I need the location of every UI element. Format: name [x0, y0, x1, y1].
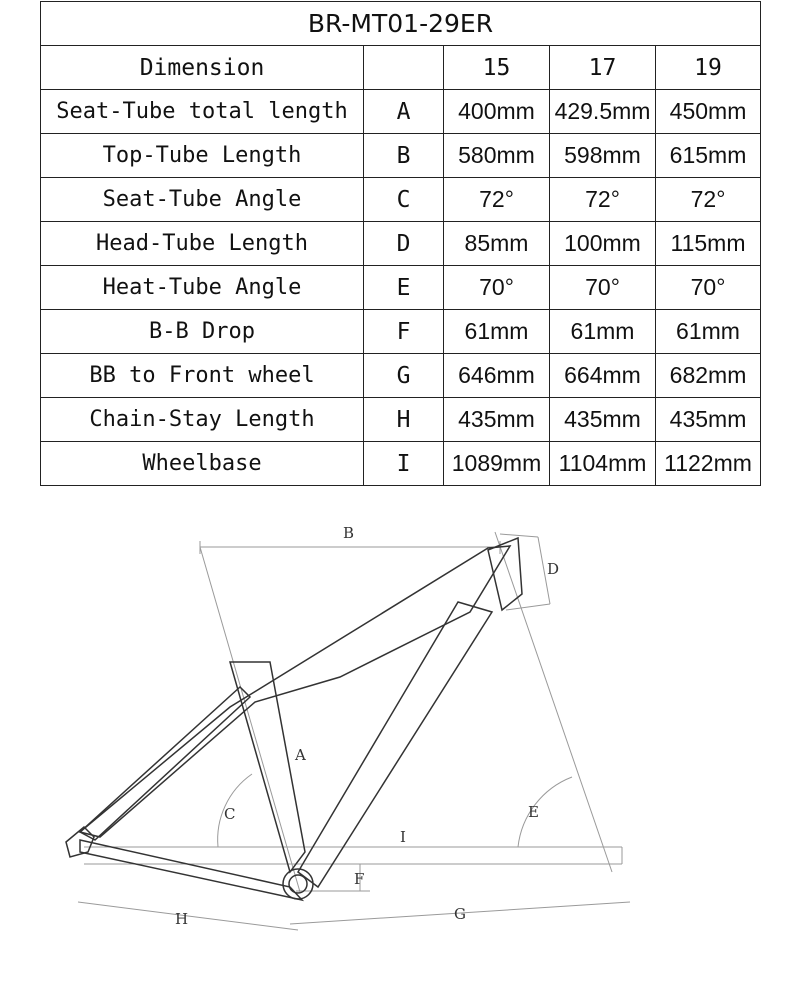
row-name: Wheelbase — [41, 442, 364, 486]
row-code: I — [364, 442, 444, 486]
header-size-19: 19 — [656, 46, 761, 90]
geometry-table — [40, 1, 761, 486]
row-value: 100mm — [550, 222, 656, 266]
row-value: 580mm — [444, 134, 550, 178]
row-value: 615mm — [656, 134, 761, 178]
diagram-background — [40, 492, 760, 980]
row-name: Seat-Tube total length — [41, 90, 364, 134]
label-a: A — [295, 746, 306, 764]
header-dimension: Dimension — [41, 46, 364, 90]
row-value: 61mm — [444, 310, 550, 354]
row-name: Chain-Stay Length — [41, 398, 364, 442]
label-b: B — [343, 524, 355, 542]
row-value: 1104mm — [550, 442, 656, 486]
row-name: B-B Drop — [41, 310, 364, 354]
row-value: 1089mm — [444, 442, 550, 486]
row-value: 646mm — [444, 354, 550, 398]
label-c: C — [224, 805, 236, 823]
row-value: 72° — [444, 178, 550, 222]
row-code: E — [364, 266, 444, 310]
row-name: Top-Tube Length — [41, 134, 364, 178]
table-row — [41, 266, 761, 310]
row-value: 61mm — [550, 310, 656, 354]
row-code: A — [364, 90, 444, 134]
row-value: 435mm — [444, 398, 550, 442]
row-name: Head-Tube Length — [41, 222, 364, 266]
row-value: 435mm — [550, 398, 656, 442]
row-value: 435mm — [656, 398, 761, 442]
row-value: 61mm — [656, 310, 761, 354]
label-h: H — [175, 910, 189, 928]
row-value: 664mm — [550, 354, 656, 398]
row-value: 450mm — [656, 90, 761, 134]
row-value: 598mm — [550, 134, 656, 178]
table-row — [41, 398, 761, 442]
table-row — [41, 354, 761, 398]
table-row — [41, 134, 761, 178]
row-value: 70° — [444, 266, 550, 310]
row-code: B — [364, 134, 444, 178]
row-name: Heat-Tube Angle — [41, 266, 364, 310]
table-row — [41, 310, 761, 354]
label-e: E — [528, 803, 539, 821]
header-size-15: 15 — [444, 46, 550, 90]
table-row — [41, 222, 761, 266]
row-value: 400mm — [444, 90, 550, 134]
table-title: BR-MT01-29ER — [41, 2, 761, 46]
row-code: H — [364, 398, 444, 442]
label-d: D — [547, 560, 560, 578]
row-value: 72° — [550, 178, 656, 222]
row-value: 1122mm — [656, 442, 761, 486]
row-code: F — [364, 310, 444, 354]
table-row — [41, 178, 761, 222]
header-size-17: 17 — [550, 46, 656, 90]
label-f: F — [354, 870, 365, 888]
frame-geometry-diagram — [40, 492, 760, 980]
table-row — [41, 442, 761, 486]
row-value: 70° — [656, 266, 761, 310]
label-i: I — [400, 828, 406, 846]
row-value: 429.5mm — [550, 90, 656, 134]
row-value: 70° — [550, 266, 656, 310]
row-name: BB to Front wheel — [41, 354, 364, 398]
row-value: 85mm — [444, 222, 550, 266]
row-code: G — [364, 354, 444, 398]
row-name: Seat-Tube Angle — [41, 178, 364, 222]
row-code: D — [364, 222, 444, 266]
row-value: 115mm — [656, 222, 761, 266]
label-g: G — [454, 905, 466, 923]
row-value: 72° — [656, 178, 761, 222]
row-code: C — [364, 178, 444, 222]
row-value: 682mm — [656, 354, 761, 398]
header-code — [364, 46, 444, 90]
table-row — [41, 90, 761, 134]
